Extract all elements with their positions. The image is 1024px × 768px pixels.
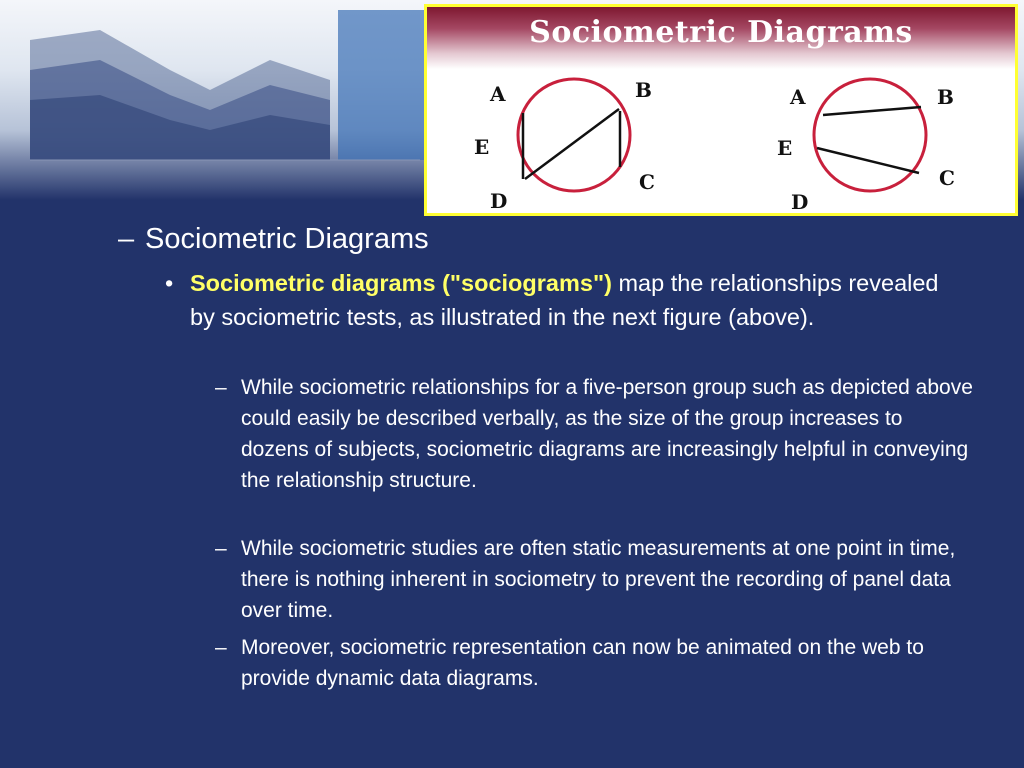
subpoint-text: While sociometric studies are often static measurements at one point in time, there is nothing inherent in sociometry to prevent the recording of panel data over time. (241, 537, 956, 622)
sociogram-right (777, 79, 955, 213)
highlight-term: Sociometric diagrams ("sociograms") (190, 270, 612, 296)
outline-subpoint-1 (215, 372, 975, 496)
bullet-marker: • (165, 270, 174, 296)
node-label-c: C (939, 166, 955, 190)
edge-d-b (525, 109, 619, 179)
dash-marker: – (215, 537, 227, 560)
outline-subpoint-3 (215, 632, 975, 694)
node-label-d: D (490, 189, 508, 213)
edge-a-b (823, 107, 921, 115)
node-label-b: B (937, 85, 954, 109)
dash-marker: – (215, 376, 227, 399)
node-label-b: B (635, 78, 652, 102)
heading-text: Sociometric Diagrams (145, 223, 429, 255)
node-label-e: E (777, 136, 793, 160)
node-label-e: E (474, 135, 490, 159)
edge-e-c (817, 148, 919, 173)
subpoint-text: Moreover, sociometric representation can now be animated on the web to provide dynamic data diagrams. (241, 636, 924, 690)
node-label-a: A (790, 85, 806, 109)
outline-subpoint-2 (215, 533, 975, 626)
subpoint-text: While sociometric relationships for a five-person group such as depicted above could easily be described verbally, as the size of the group increases to dozens of subjects, sociometric diagrams are increasingly helpful in conveying the relationship structure. (241, 376, 973, 492)
bullet-text (190, 266, 955, 334)
sociogram-left (474, 78, 655, 213)
sociometric-figure (424, 4, 1018, 216)
outline-heading (118, 222, 978, 256)
sociogram-diagrams (427, 7, 1015, 213)
dash-marker: – (118, 223, 135, 255)
figure-title: Sociometric Diagrams (529, 15, 913, 50)
node-label-c: C (639, 170, 655, 194)
dash-marker: – (215, 636, 227, 659)
bullet-rest-text: map the relationships revealed by sociometric tests, as illustrated in the next figure (above). (190, 270, 939, 330)
node-label-d: D (791, 190, 809, 213)
outline-bullet (165, 266, 955, 334)
node-label-a: A (490, 82, 506, 106)
